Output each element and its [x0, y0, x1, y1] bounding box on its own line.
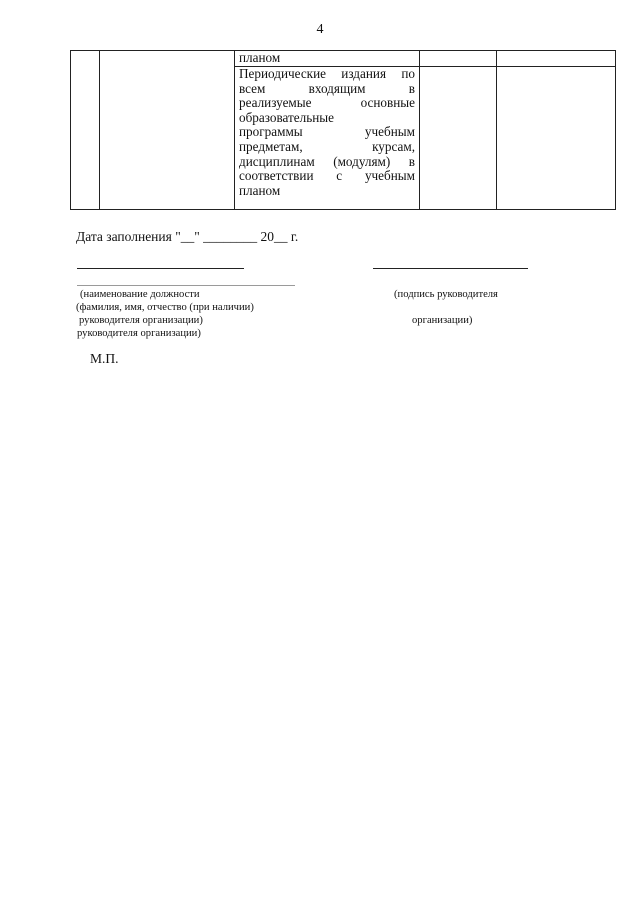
cell-text-line: соответствии с учебным — [239, 168, 415, 184]
cell-text-line: всем входящим в — [239, 80, 415, 96]
fill-date-line: Дата заполнения "__" ________ 20__ г. — [76, 229, 299, 244]
table-row — [71, 51, 616, 67]
resources-table — [70, 50, 616, 210]
table-cell-name — [100, 51, 235, 210]
table-cell-value — [497, 67, 616, 210]
caption-organization: организации) — [412, 315, 473, 326]
cell-text-line: программы учебным — [239, 124, 415, 140]
caption-head: руководителя организации) — [77, 328, 201, 339]
caption-head: руководителя организации) — [79, 315, 203, 326]
caption-full-name: (фамилия, имя, отчество (при наличии) — [76, 302, 254, 313]
cell-text-line: планом — [239, 182, 281, 198]
cell-text-line: предметам, курсам, — [239, 138, 415, 154]
table-cell-value — [497, 51, 616, 67]
caption-signature: (подпись руководителя — [394, 289, 498, 300]
table-cell-value — [420, 51, 497, 67]
caption-position: (наименование должности — [80, 289, 200, 300]
cell-text-line: дисциплинам (модулям) в — [239, 153, 415, 169]
table-cell-resource — [235, 51, 420, 67]
cell-text: планом — [239, 50, 281, 65]
seal-placeholder: М.П. — [90, 351, 119, 366]
cell-text-periodicals — [239, 67, 415, 198]
table-cell-value — [420, 67, 497, 210]
table-cell-number — [71, 51, 100, 210]
position-name-line — [77, 268, 244, 269]
divider — [77, 285, 295, 286]
page-number: 4 — [316, 22, 324, 37]
table-cell-resource — [235, 67, 420, 210]
cell-text-line: реализуемые основные — [239, 95, 415, 111]
cell-text-line: Периодические издания по — [239, 66, 415, 81]
signature-line — [373, 268, 528, 269]
cell-text-line: образовательные — [239, 109, 335, 125]
